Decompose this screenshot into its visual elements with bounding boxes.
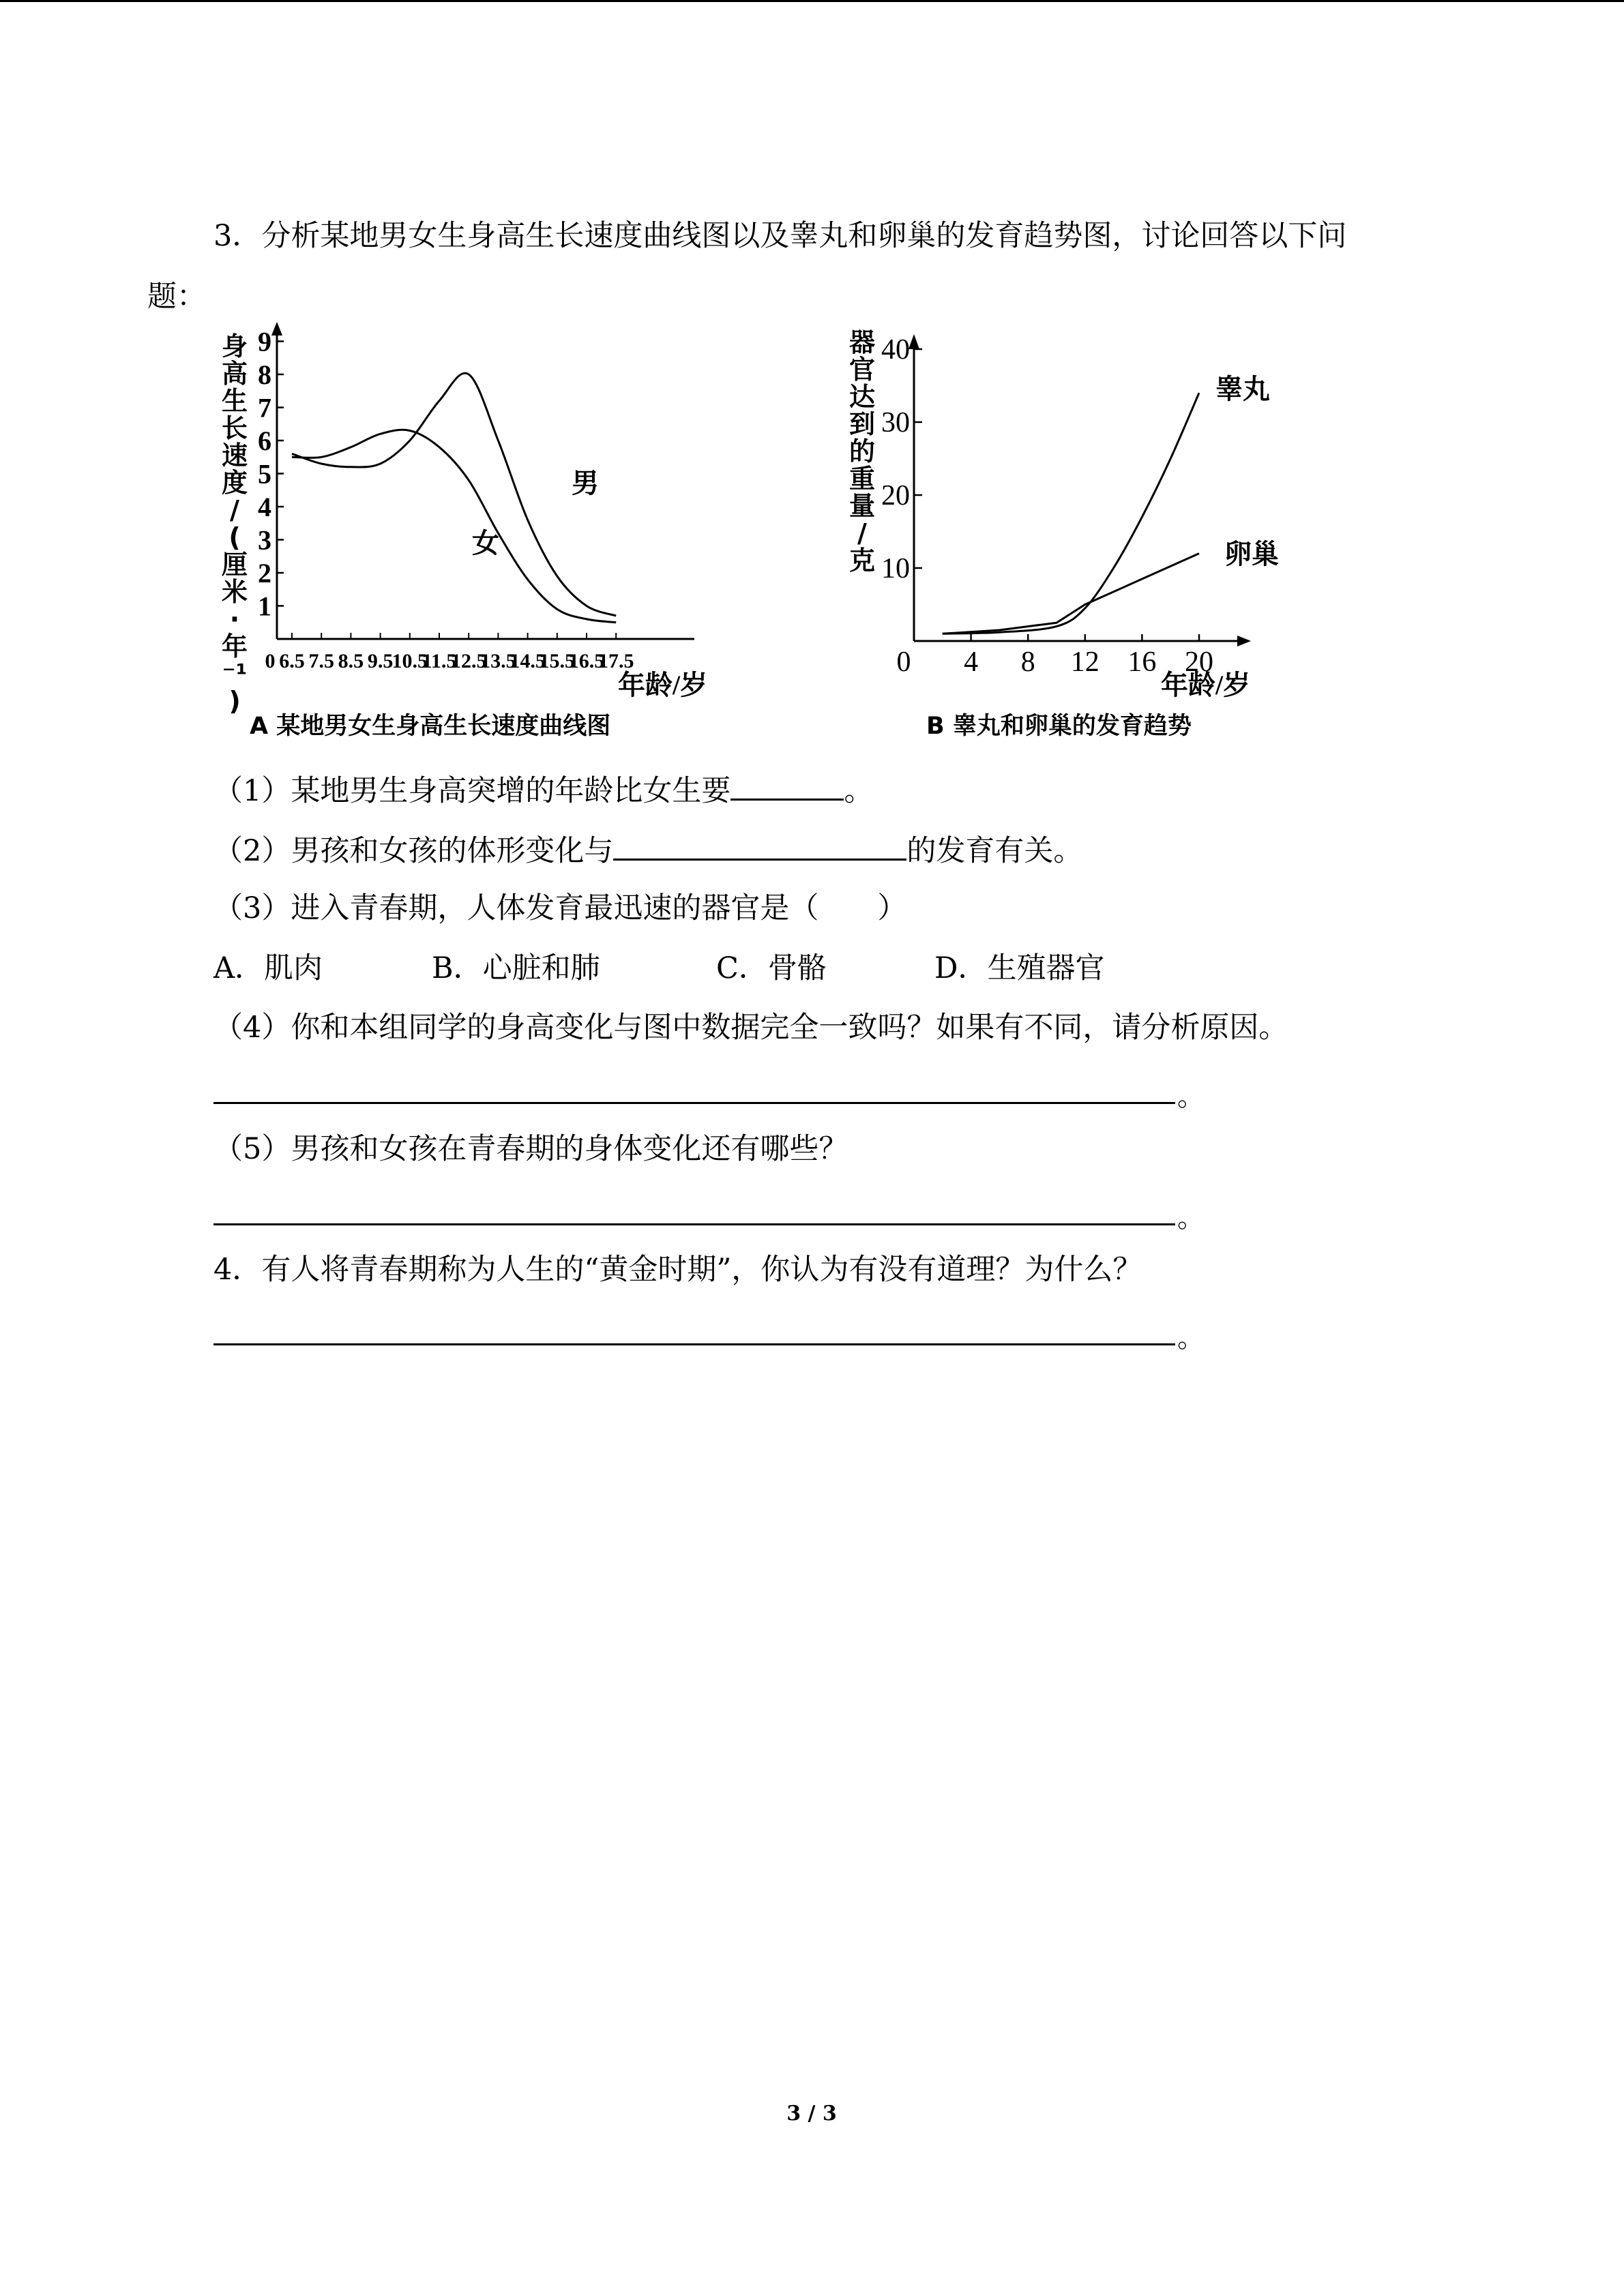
chart-b-x-tick-label: 8 (1020, 646, 1035, 678)
sub1-blank[interactable] (730, 769, 844, 801)
question-4: 4．有人将青春期称为人生的“黄金时期”，你认为有没有道理？为什么？ (213, 1253, 1142, 1287)
sub2-text: （2）男孩和女孩的体形变化与 (213, 834, 614, 868)
ylabel-char: 身 (221, 331, 248, 361)
chart-a-label-female: 女 (472, 528, 499, 558)
ylabel-char: 官 (848, 355, 875, 385)
ylabel-char: 长 (221, 413, 248, 443)
chart-b-label-ovary: 卵巢 (1224, 539, 1279, 569)
chart-a-x-tick-label: 14.5 (510, 650, 546, 672)
chart-a-xlabel: 年龄/岁 (618, 670, 708, 700)
chart-b-label-testis: 睾丸 (1215, 374, 1270, 404)
sub2-end: 的发育有关。 (906, 834, 1083, 868)
chart-b-x-tick-label: 20 (1185, 646, 1213, 678)
ylabel-char: 厘 (221, 550, 248, 580)
option-c[interactable]: C．骨骼 (716, 951, 827, 985)
chart-b-y-tick-label: 20 (881, 480, 910, 511)
chart-b-x-arrow (1237, 636, 1251, 646)
chart-b-y-arrow (909, 334, 919, 349)
sub1-text: （1）某地男生身高突增的年龄比女生要 (213, 774, 731, 808)
chart-b-plot (0, 0, 1330, 723)
chart-a-caption: A 某地男女生身高生长速度曲线图 (250, 713, 611, 740)
sub2-blank[interactable] (613, 829, 906, 861)
chart-a-x-tick-label: 13.5 (480, 650, 516, 672)
chart-a-y-tick-label: 2 (258, 558, 271, 588)
chart-b-x-tick-label: 12 (1070, 646, 1099, 678)
chart-a-y-tick-label: 1 (258, 591, 271, 622)
ylabel-char: / (857, 518, 867, 548)
ylabel-char: 量 (848, 491, 875, 521)
chart-a-y-tick-label: 3 (258, 524, 271, 556)
sub4-answer-line[interactable] (213, 1102, 1175, 1104)
chart-a-y-tick-label: 4 (258, 492, 271, 522)
chart-a-label-male: 男 (572, 468, 599, 498)
chart-b-y-tick-label: 30 (881, 407, 910, 438)
chart-a-y-tick-label: 8 (258, 359, 271, 390)
ylabel-char: / (230, 495, 239, 525)
ylabel-char: 器 (848, 327, 875, 357)
chart-a-y-tick-label: 7 (258, 392, 271, 423)
chart-a-x-tick-label: 11.5 (422, 650, 457, 672)
sub4-line-end: 。 (1177, 1081, 1205, 1112)
chart-a-y-tick-label: 6 (258, 426, 271, 456)
chart-a-x-tick-label: 8.5 (338, 650, 364, 672)
chart-a-x-tick-label: 6.5 (279, 650, 305, 672)
ylabel-char: 度 (221, 468, 248, 498)
sub5-line-end: 。 (1177, 1202, 1205, 1234)
option-d[interactable]: D．生殖器官 (934, 951, 1105, 985)
ylabel-char: 重 (848, 464, 875, 494)
sub-question-2 (213, 829, 1082, 871)
sub-question-4: （4）你和本组同学的身高变化与图中数据完全一致吗？如果有不同，请分析原因。 (213, 1011, 1288, 1045)
ylabel-char: · (229, 604, 240, 634)
q4-line-end: 。 (1177, 1322, 1205, 1354)
chart-b-y-tick-label: 40 (881, 334, 910, 366)
page-number: 3 / 3 (786, 2102, 837, 2126)
chart-b-caption: B 睾丸和卵巢的发育趋势 (926, 713, 1192, 740)
chart-a-x-tick-label: 15.5 (539, 650, 576, 672)
chart-b-x-tick-label: 0 (896, 646, 911, 678)
ylabel-char: ) (228, 686, 241, 716)
ylabel-char: 的 (848, 436, 875, 466)
chart-b-y-tick-label: 10 (881, 553, 910, 584)
q3-intro-line1: 3．分析某地男女生身高生长速度曲线图以及睾丸和卵巢的发育趋势图，讨论回答以下问 (213, 219, 1347, 253)
q4-answer-line[interactable] (213, 1343, 1175, 1345)
q3-intro-line2: 题： (147, 280, 206, 314)
ylabel-char: 米 (221, 577, 248, 607)
chart-a-x-tick-label: 12.5 (450, 650, 487, 672)
chart-b-xlabel: 年龄/岁 (1161, 670, 1251, 700)
chart-a-x-tick-label: 17.5 (597, 650, 634, 672)
chart-b-x-tick-label: 4 (964, 646, 979, 678)
chart-a-x-tick-label: 7.5 (308, 650, 334, 672)
ylabel-char: 年 (221, 631, 248, 661)
ylabel-char: 高 (221, 359, 248, 389)
ylabel-char: ⁻¹ (222, 659, 248, 689)
chart-a-x-tick-label: 10.5 (392, 650, 428, 672)
ylabel-char: 速 (221, 441, 248, 471)
chart-a-x-tick-label: 0 (265, 650, 276, 672)
ylabel-char: ( (228, 522, 241, 552)
option-b[interactable]: B．心脏和肺 (432, 951, 600, 985)
chart-a-y-tick-label: 5 (258, 458, 271, 490)
sub-question-5: （5）男孩和女孩在青春期的身体变化还有哪些？ (213, 1132, 848, 1166)
chart-a-x-tick-label: 9.5 (367, 650, 394, 672)
sub1-end: 。 (844, 774, 874, 808)
option-a[interactable]: A．肌肉 (213, 951, 323, 985)
ylabel-char: 克 (848, 546, 875, 576)
sub-question-3: （3）进入青春期，人体发育最迅速的器官是（ ） (213, 891, 907, 925)
chart-b-series-testis (943, 393, 1199, 633)
ylabel-char: 生 (221, 386, 248, 416)
sub5-answer-line[interactable] (213, 1223, 1175, 1225)
sub-question-1 (213, 769, 873, 811)
chart-b-x-tick-label: 16 (1127, 646, 1157, 678)
ylabel-char: 到 (848, 409, 875, 439)
chart-a-x-tick-label: 16.5 (568, 650, 605, 672)
ylabel-char: 达 (848, 382, 875, 412)
chart-a-y-tick-label: 9 (258, 326, 271, 357)
